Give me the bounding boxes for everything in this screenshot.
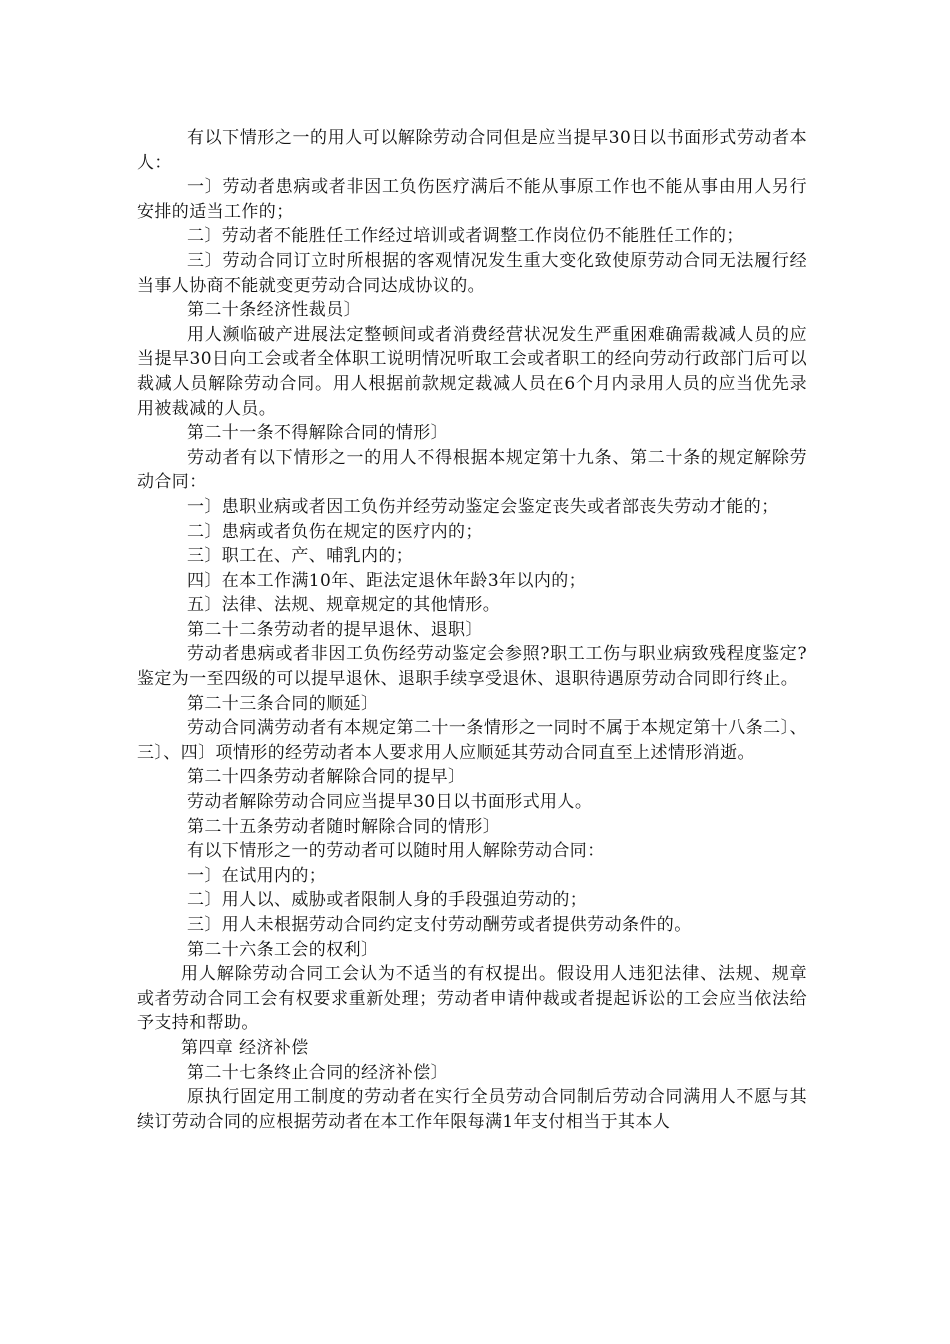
paragraph: 一〕患职业病或者因工负伤并经劳动鉴定会鉴定丧失或者部丧失劳动才能的；: [187, 496, 779, 517]
document-body: [137, 126, 807, 1134]
section-heading: 第二十二条劳动者的提早退休、退职〕: [187, 619, 483, 640]
paragraph: 劳动者有以下情形之一的用人不得根据本规定第十九条、第二十条的规定解除劳动合同：: [137, 447, 807, 493]
paragraph: 原执行固定用工制度的劳动者在实行全员劳动合同制后劳动合同满用人不愿与其续订劳动合同的应根据劳动者在本工作年限每满1年支付相当于其本人: [137, 1087, 807, 1132]
section-heading: 第二十一条不得解除合同的情形〕: [187, 423, 448, 444]
paragraph: 四〕在本工作满10年、距法定退休年龄3年以内的；: [187, 570, 587, 591]
paragraph: 一〕在试用内的；: [187, 865, 327, 886]
paragraph: 一〕劳动者患病或者非因工负伤医疗满后不能从事原工作也不能从事由用人另行安排的适当工作的；: [137, 177, 807, 222]
paragraph: 二〕用人以、威胁或者限制人身的手段强迫劳动的；: [187, 890, 588, 911]
paragraph: 三〕用人未根据劳动合同约定支付劳动酬劳或者提供劳动条件的。: [187, 915, 692, 935]
paragraph: 劳动者解除劳动合同应当提早30日以书面形式用人。: [187, 792, 593, 813]
paragraph: 有以下情形之一的劳动者可以随时用人解除劳动合同：: [187, 841, 605, 862]
section-heading: 第二十七条终止合同的经济补偿〕: [187, 1062, 448, 1083]
section-heading: 第二十五条劳动者随时解除合同的情形〕: [187, 816, 501, 837]
paragraph: 有以下情形之一的用人可以解除劳动合同但是应当提早30日以书面形式劳动者本人：: [137, 128, 807, 173]
paragraph: 用人解除劳动合同工会认为不适当的有权提出。假设用人违犯法律、法规、规章或者劳动合同工会有权要求重新处理；劳动者申请仲裁或者提起诉讼的工会应当依法给予支持和帮助。: [137, 964, 807, 1034]
paragraph: 劳动合同满劳动者有本规定第二十一条情形之一同时不属于本规定第十八条二〕、三〕、四〕项情形的经劳动者本人要求用人应顺延其劳动合同直至上述情形消逝。: [137, 718, 807, 763]
paragraph: 用人濒临破产进展法定整顿间或者消费经营状况发生严重困难确需裁减人员的应当提早30日向工会或者全体职工说明情况听取工会或者职工的经向劳动行政部门后可以裁减人员解除劳动合同。用人根据前款规定裁减人员在6个月内录用人员的应当优先录用被裁减的人员。: [137, 324, 807, 419]
paragraph: 劳动者患病或者非因工负伤经劳动鉴定会参照?职工工伤与职业病致残程度鉴定?鉴定为一至四级的可以提早退休、退职手续享受退休、退职待遇原劳动合同即行终止。: [137, 644, 807, 690]
paragraph: 三〕劳动合同订立时所根据的客观情况发生重大变化致使原劳动合同无法履行经当事人协商不能就变更劳动合同达成协议的。: [137, 250, 807, 296]
paragraph: 三〕职工在、产、哺乳内的；: [187, 546, 414, 567]
paragraph: 二〕劳动者不能胜任工作经过培训或者调整工作岗位仍不能胜任工作的；: [187, 226, 744, 247]
section-heading: 第二十四条劳动者解除合同的提早〕: [187, 767, 466, 788]
paragraph: 二〕患病或者负伤在规定的医疗内的；: [187, 521, 483, 542]
chapter-heading: 第四章 经济补偿: [181, 1037, 309, 1058]
section-heading: 第二十条经济性裁员〕: [187, 300, 361, 321]
paragraph: 五〕法律、法规、规章规定的其他情形。: [187, 595, 501, 616]
section-heading: 第二十三条合同的顺延〕: [187, 693, 379, 714]
section-heading: 第二十六条工会的权利〕: [187, 939, 379, 960]
